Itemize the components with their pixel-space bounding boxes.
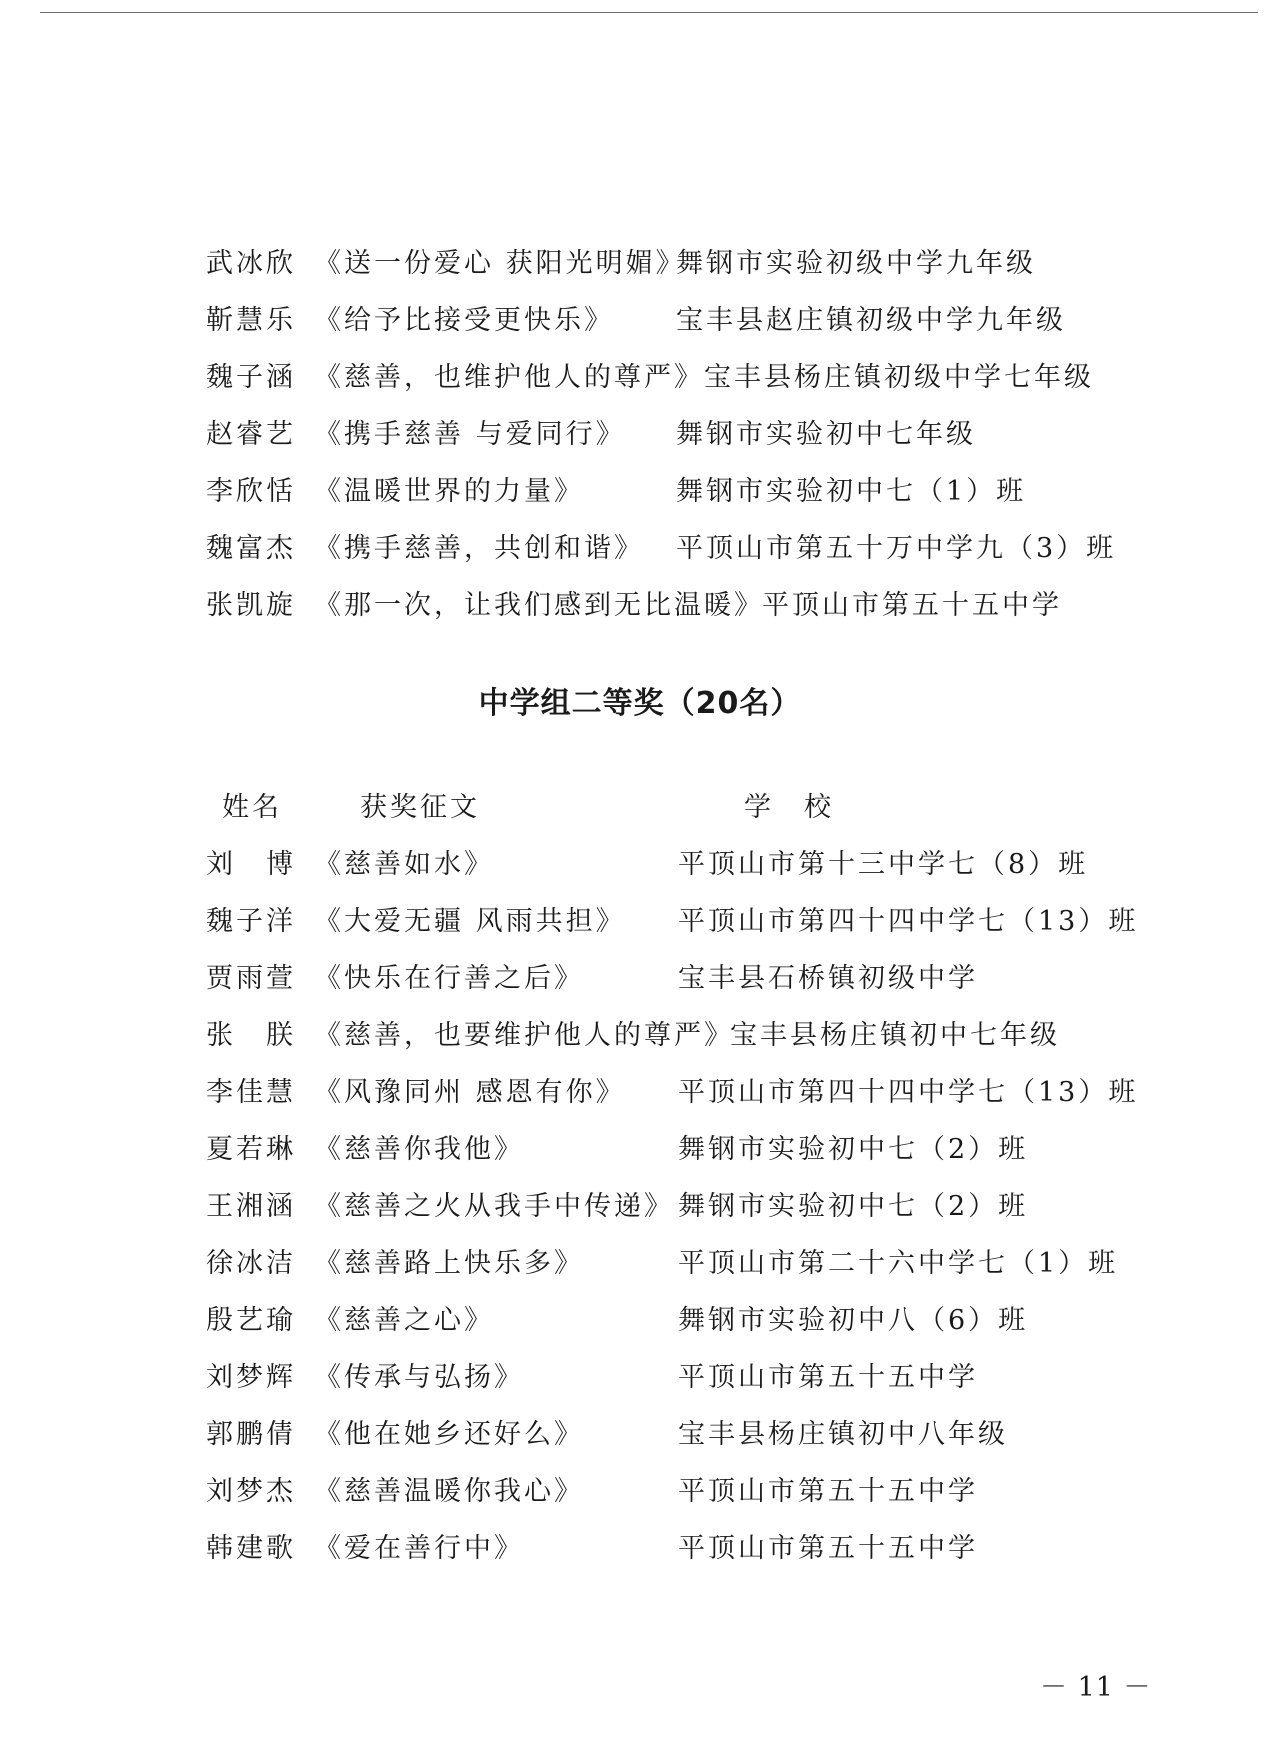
- essay-title: 《慈善，也要维护他人的尊严》: [314, 1020, 734, 1051]
- school-name: 宝丰县赵庄镇初级中学九年级: [676, 305, 1066, 336]
- school-name: 平顶山市第四十四中学七（13）班: [678, 906, 1139, 937]
- student-name: 李欣恬: [206, 476, 296, 507]
- student-name: 魏子洋: [206, 906, 296, 937]
- student-name: 刘梦辉: [206, 1362, 296, 1393]
- school-name: 宝丰县石桥镇初级中学: [678, 963, 978, 994]
- essay-title: 《慈善之心》: [314, 1305, 494, 1336]
- essay-title: 《大爱无疆 风雨共担》: [314, 906, 626, 937]
- school-name: 平顶山市第二十六中学七（1）班: [678, 1248, 1119, 1279]
- essay-title: 《携手慈善 与爱同行》: [314, 419, 626, 450]
- student-name: 王湘涵: [206, 1191, 296, 1222]
- school-name: 舞钢市实验初中七（1）班: [676, 476, 1027, 507]
- school-name: 平顶山市第四十四中学七（13）班: [678, 1077, 1139, 1108]
- student-name: 张 朕: [206, 1020, 296, 1051]
- student-name: 韩建歌: [206, 1533, 296, 1564]
- essay-title: 《慈善路上快乐多》: [314, 1248, 584, 1279]
- essay-title: 《送一份爱心 获阳光明媚》: [314, 248, 686, 279]
- school-name: 平顶山市第十三中学七（8）班: [678, 849, 1089, 880]
- top-rule: [40, 12, 1258, 13]
- school-name: 平顶山市第五十五中学: [678, 1362, 978, 1393]
- student-name: 郭鹏倩: [206, 1419, 296, 1450]
- student-name: 魏富杰: [206, 533, 296, 564]
- header-school: 学 校: [744, 792, 834, 823]
- school-name: 舞钢市实验初中七（2）班: [678, 1191, 1029, 1222]
- essay-title: 《慈善温暖你我心》: [314, 1476, 584, 1507]
- student-name: 张凯旋: [206, 590, 296, 621]
- section-title: 中学组二等奖（20名）: [478, 686, 802, 721]
- student-name: 魏子涵: [206, 362, 296, 393]
- school-name: 平顶山市第五十五中学: [678, 1533, 978, 1564]
- essay-title: 《爱在善行中》: [314, 1533, 524, 1564]
- essay-title: 《他在她乡还好么》: [314, 1419, 584, 1450]
- essay-title: 《温暖世界的力量》: [314, 476, 584, 507]
- essay-title: 《携手慈善，共创和谐》: [314, 533, 644, 564]
- school-name: 宝丰县杨庄镇初级中学七年级: [704, 362, 1094, 393]
- school-name: 平顶山市第五十五中学: [762, 590, 1062, 621]
- header-essay: 获奖征文: [360, 792, 480, 823]
- student-name: 贾雨萱: [206, 963, 296, 994]
- student-name: 刘 博: [206, 849, 296, 880]
- essay-title: 《风豫同州 感恩有你》: [314, 1077, 626, 1108]
- essay-title: 《那一次，让我们感到无比温暖》: [314, 590, 764, 621]
- essay-title: 《快乐在行善之后》: [314, 963, 584, 994]
- essay-title: 《慈善你我他》: [314, 1134, 524, 1165]
- school-name: 舞钢市实验初中七年级: [676, 419, 976, 450]
- student-name: 靳慧乐: [206, 305, 296, 336]
- student-name: 殷艺瑜: [206, 1305, 296, 1336]
- school-name: 舞钢市实验初中八（6）班: [678, 1305, 1029, 1336]
- essay-title: 《传承与弘扬》: [314, 1362, 524, 1393]
- essay-title: 《慈善如水》: [314, 849, 494, 880]
- school-name: 宝丰县杨庄镇初中八年级: [678, 1419, 1008, 1450]
- essay-title: 《给予比接受更快乐》: [314, 305, 614, 336]
- school-name: 平顶山市第五十万中学九（3）班: [676, 533, 1117, 564]
- school-name: 舞钢市实验初中七（2）班: [678, 1134, 1029, 1165]
- student-name: 夏若琳: [206, 1134, 296, 1165]
- school-name: 舞钢市实验初级中学九年级: [676, 248, 1036, 279]
- header-name: 姓名: [222, 792, 282, 823]
- student-name: 赵睿艺: [206, 419, 296, 450]
- page-number: － 11 －: [1040, 1672, 1152, 1703]
- student-name: 刘梦杰: [206, 1476, 296, 1507]
- student-name: 徐冰洁: [206, 1248, 296, 1279]
- student-name: 武冰欣: [206, 248, 296, 279]
- student-name: 李佳慧: [206, 1077, 296, 1108]
- essay-title: 《慈善之火从我手中传递》: [314, 1191, 674, 1222]
- essay-title: 《慈善，也维护他人的尊严》: [314, 362, 704, 393]
- school-name: 平顶山市第五十五中学: [678, 1476, 978, 1507]
- school-name: 宝丰县杨庄镇初中七年级: [730, 1020, 1060, 1051]
